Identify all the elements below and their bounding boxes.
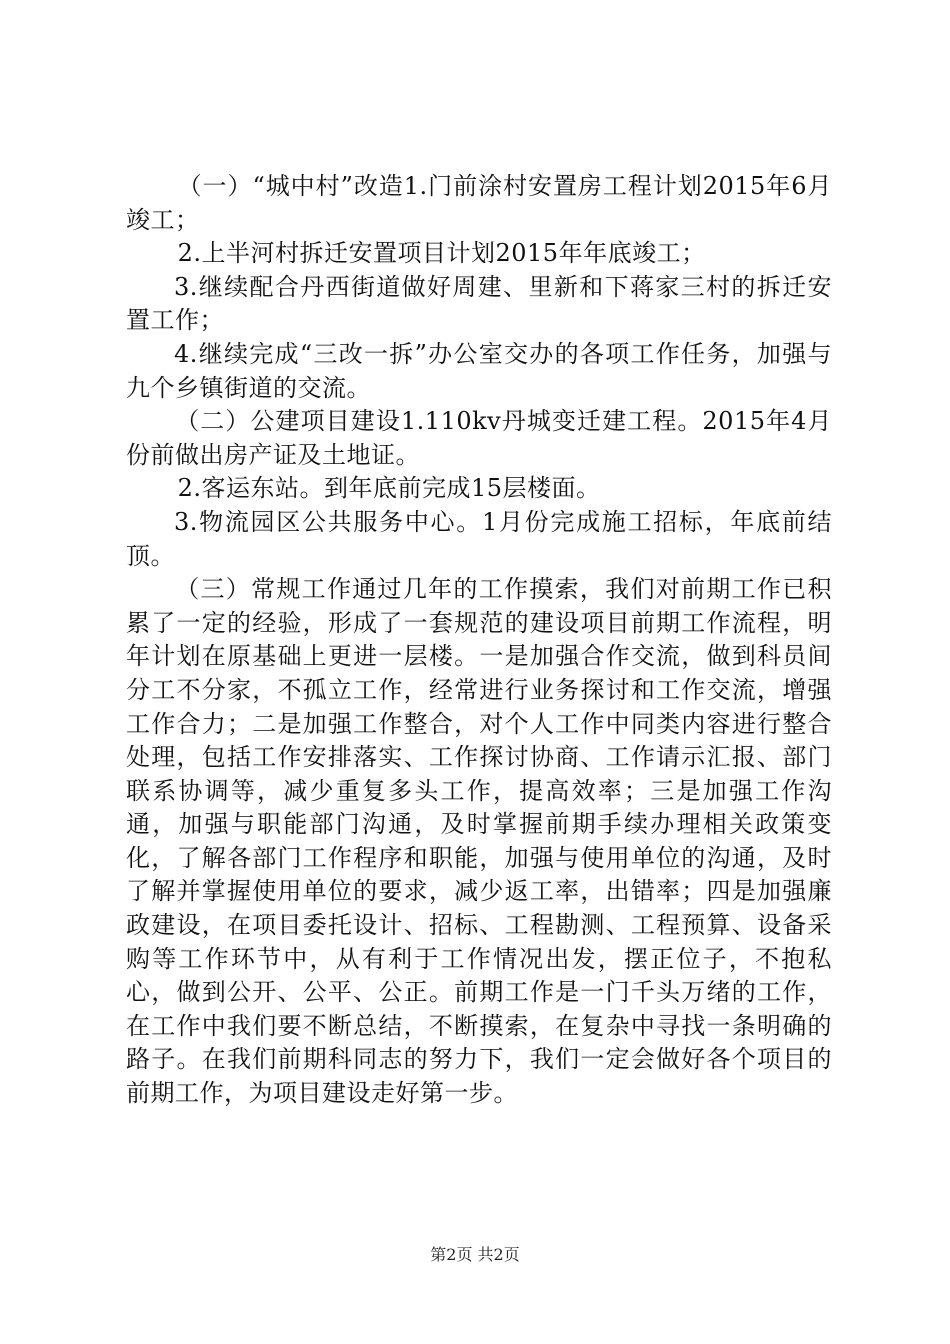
page-number-footer: 第2页 共2页 (430, 1245, 520, 1264)
paragraph-routine-work: （三）常规工作通过几年的工作摸索，我们对前期工作已积累了一定的经验，形成了一套规范的建设项目前期工作流程，明年计划在原基础上更进一层楼。一是加强合作交流，做到科员间分工不分家，不孤立工作，经常进行业务探讨和工作交流，增强工作合力；二是加强工作整合，对个人工作中同类内容进行整合处理，包括工作安排落实、工作探讨协商、工作请示汇报、部门联系协调等，减少重复多头工作，提高效率；三是加强工作沟通，加强与职能部门沟通，及时掌握前期手续办理相关政策变化，了解各部门工作程序和职能，加强与使用单位的沟通，及时了解并掌握使用单位的要求，减少返工率，出错率；四是加强廉政建设，在项目委托设计、招标、工程勘测、工程预算、设备采购等工作环节中，从有利于工作情况出发，摆正位子，不抱私心，做到公开、公平、公正。前期工作是一门千头万绪的工作，在工作中我们要不断总结，不断摸索，在复杂中寻找一条明确的路子。在我们前期科同志的努力下，我们一定会做好各个项目的前期工作，为项目建设走好第一步。 (126, 575, 832, 1108)
paragraph-shangbanhe-village: 2.上半河村拆迁安置项目计划2015年年底竣工； (177, 239, 706, 268)
paragraph-three-reforms-one-demolition: 4.继续完成“三改一拆”办公室交办的各项工作任务，加强与九个乡镇街道的交流。 (126, 339, 832, 402)
document-body (126, 170, 832, 1111)
paragraph-public-construction-projects: （二）公建项目建设1.110kv丹城变迁建工程。2015年4月份前做出房产证及土地证。 (126, 407, 832, 469)
paragraph-danxi-street-cooperation: 3.继续配合丹西街道做好周建、里新和下蒋家三村的拆迁安置工作； (126, 272, 832, 335)
paragraph-logistics-park-center: 3.物流园区公共服务中心。1月份完成施工招标，年底前结顶。 (126, 507, 832, 570)
paragraph-urban-village-renovation: （一）“城中村”改造1.门前涂村安置房工程计划2015年6月竣工； (126, 172, 832, 234)
paragraph-east-passenger-station: 2.客运东站。到年底前完成15层楼面。 (177, 474, 601, 503)
